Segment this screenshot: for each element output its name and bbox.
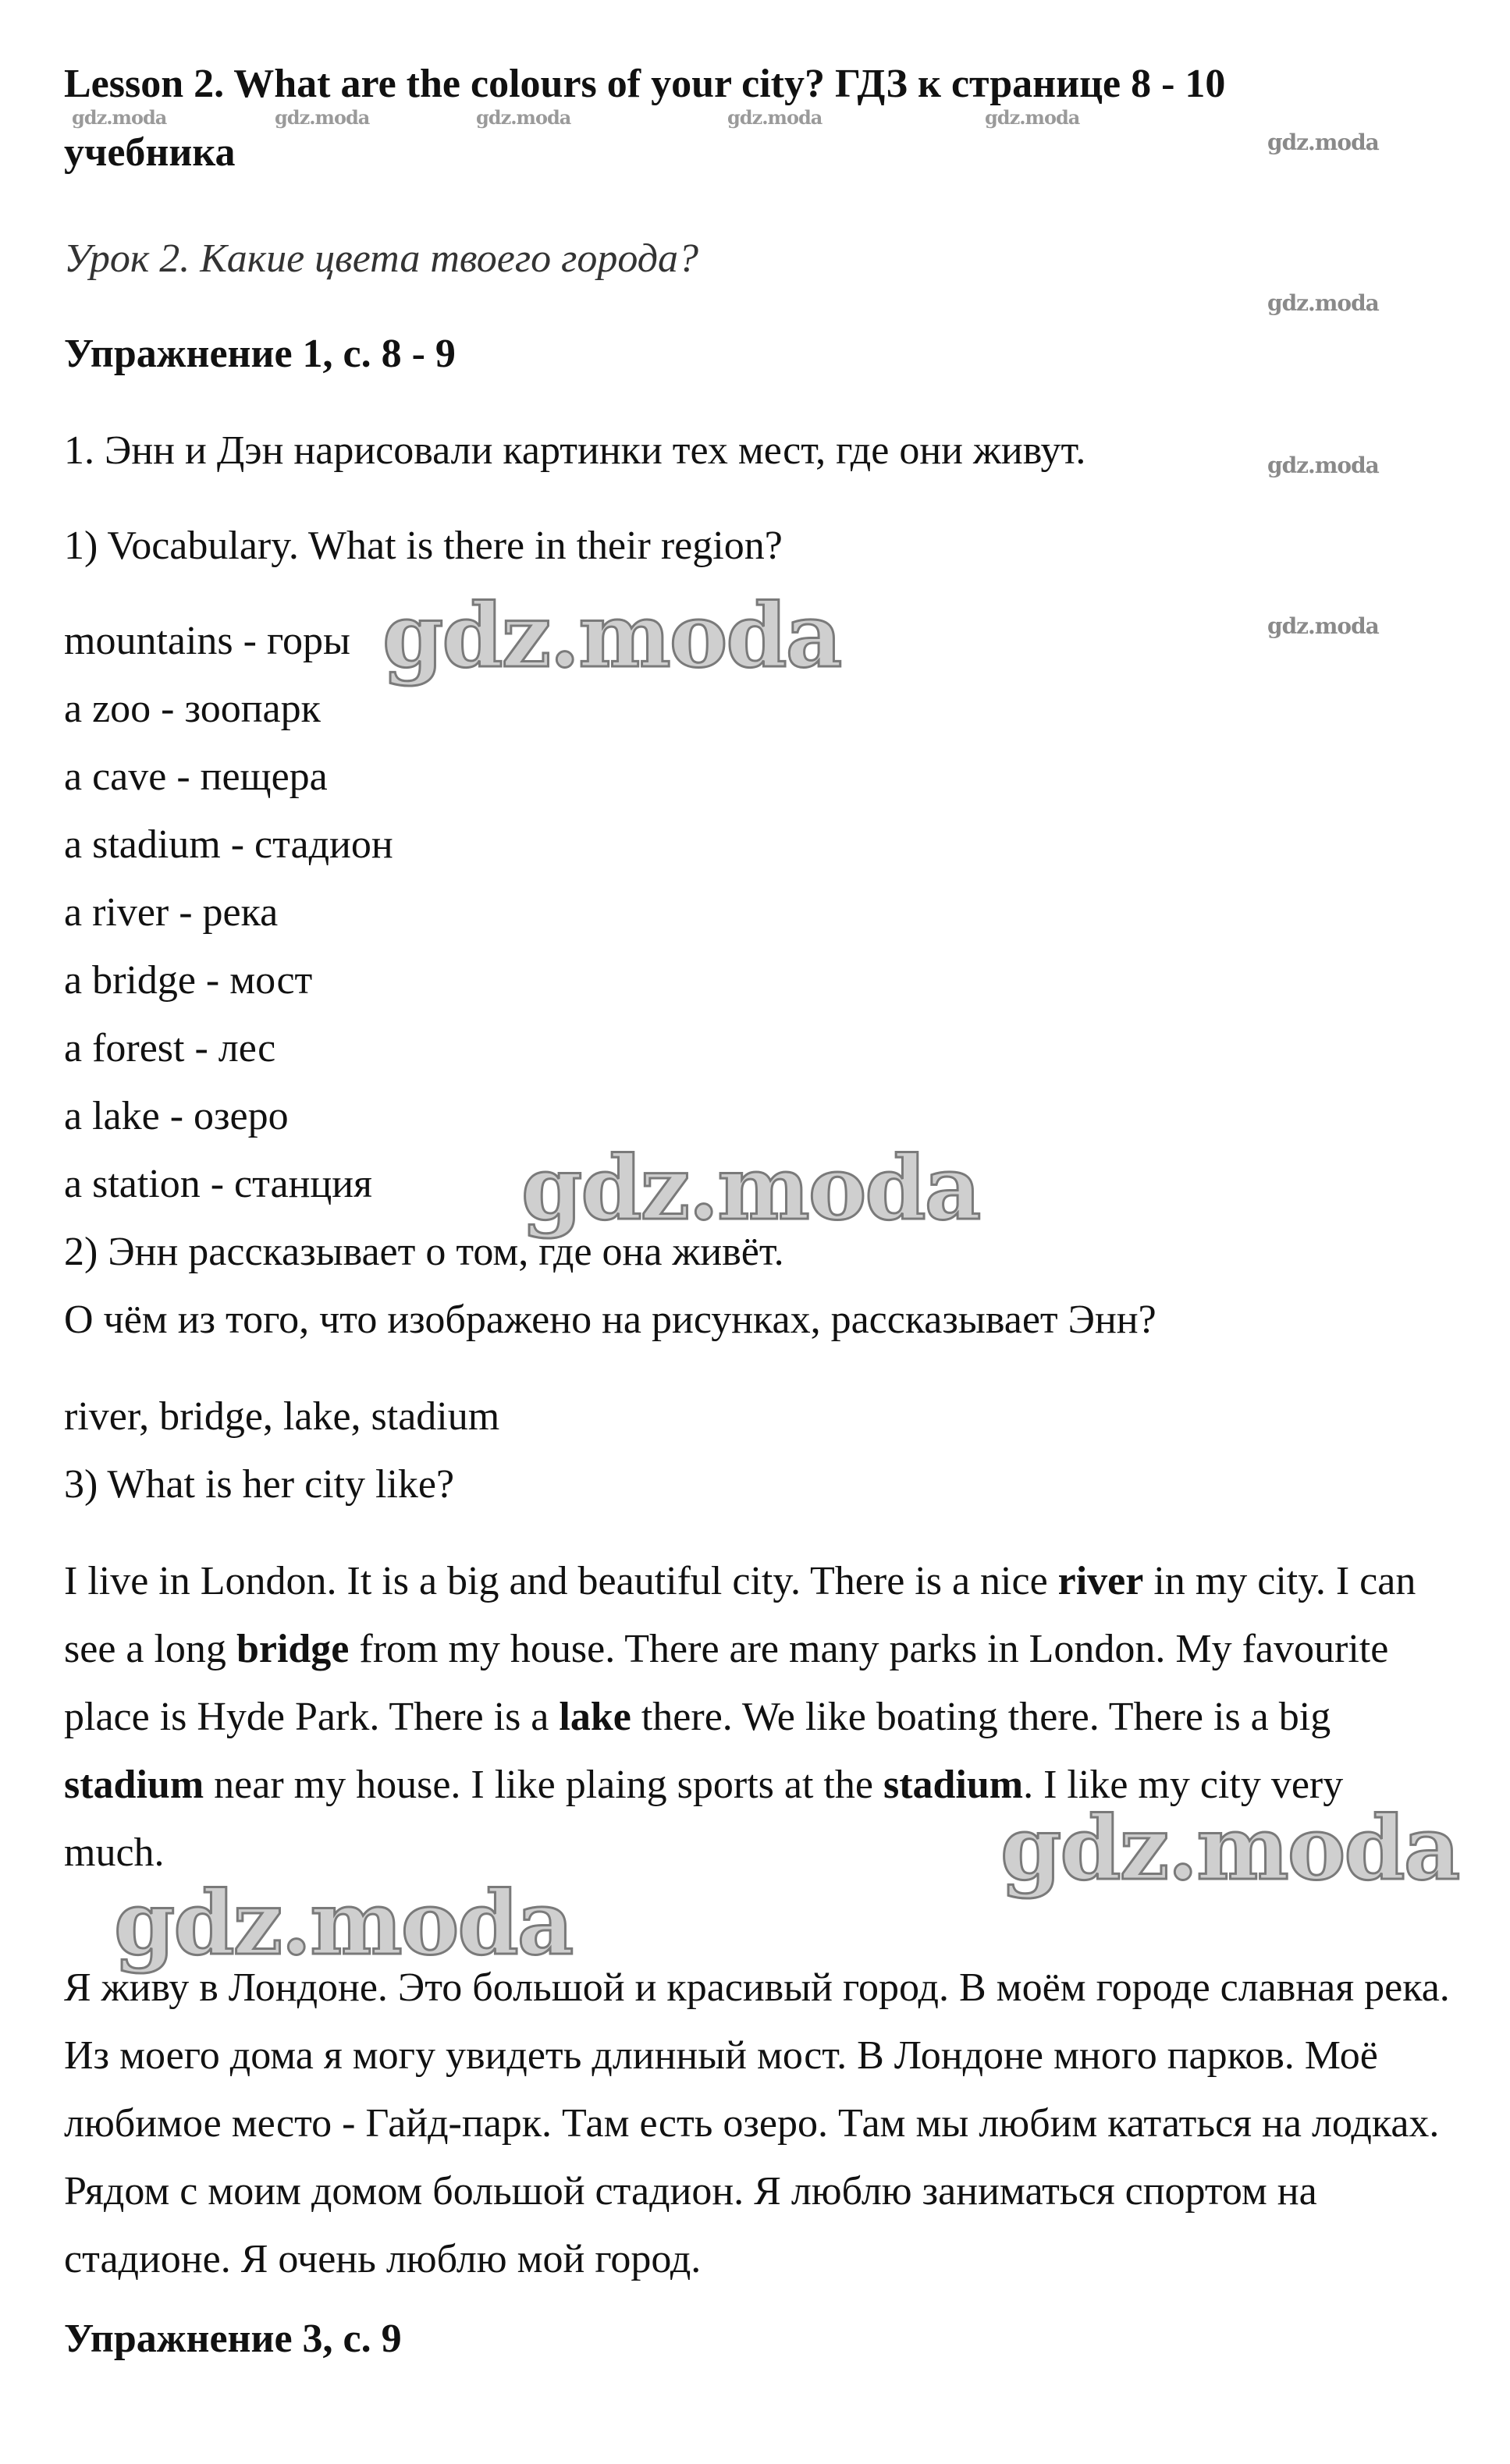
task2-question-continued: О чём из того, что изображено на рисунках, рассказывает Энн? xyxy=(64,1298,1156,1342)
vocabulary-item: a cave - пещера xyxy=(64,754,328,799)
russian-translation: Я живу в Лондоне. Это большой и красивый город. В моём городе славная река. Из моего дома я могу увидеть длинный мост. В Лондоне много парков. Моё любимое место - Гайд-парк. Там есть озеро. Там мы любим кататься на лодках. Рядом с моим домом большой стадион. Я люблю заниматься спортом на стадионе. Я очень люблю мой город. xyxy=(64,1965,1450,2281)
vocabulary-item: a river - река xyxy=(64,890,279,935)
english-text-part: in my city. I can see a long xyxy=(64,1559,1416,1671)
exercise1-intro: 1. Энн и Дэн нарисовали картинки тех мест, где они живут. xyxy=(64,428,1086,473)
english-text-part: I live in London. It is a big and beautiful city. There is a nice xyxy=(64,1559,1058,1603)
task2-answer: river, bridge, lake, stadium xyxy=(64,1394,500,1439)
watermark-small: gdz.moda xyxy=(72,106,167,129)
vocabulary-item: a zoo - зоопарк xyxy=(64,687,321,731)
task3-question: 3) What is her city like? xyxy=(64,1462,455,1507)
watermark-small: gdz.moda xyxy=(1267,130,1379,155)
vocabulary-item: a bridge - мост xyxy=(64,958,313,1003)
english-text-part: from my house. There are many parks in London. My favourite place is Hyde Park. There is a xyxy=(64,1627,1389,1739)
lesson-title: Lesson 2. What are the colours of your city? ГДЗ к странице 8 - 10 xyxy=(64,62,1226,106)
keyword-river: river xyxy=(1057,1559,1144,1603)
watermark-small: gdz.moda xyxy=(1267,290,1379,316)
watermark-large: gdz.moda xyxy=(114,1873,573,1975)
vocabulary-item: a station - станция xyxy=(64,1162,372,1206)
english-text-part: near my house. I like plaing sports at the xyxy=(204,1763,883,1807)
lesson-subtitle: Урок 2. Какие цвета твоего города? xyxy=(64,236,699,281)
english-text-part: . I like my city very much. xyxy=(64,1763,1344,1875)
exercise3-heading: Упражнение 3, с. 9 xyxy=(64,2317,402,2361)
watermark-large: gdz.moda xyxy=(1000,1798,1459,1900)
watermark-small: gdz.moda xyxy=(985,106,1080,129)
watermark-large: gdz.moda xyxy=(382,585,841,687)
watermark-small: gdz.moda xyxy=(1267,453,1379,478)
vocabulary-item: mountains - горы xyxy=(64,619,350,663)
lesson-title-continued: учебника xyxy=(64,130,236,175)
keyword-stadium: stadium xyxy=(64,1763,204,1807)
task1-question: 1) Vocabulary. What is there in their region? xyxy=(64,524,783,568)
exercise1-heading: Упражнение 1, с. 8 - 9 xyxy=(64,332,456,376)
watermark-small: gdz.moda xyxy=(275,106,370,129)
watermark-small: gdz.moda xyxy=(727,106,823,129)
keyword-stadium: stadium xyxy=(883,1763,1024,1807)
vocabulary-item: a stadium - стадион xyxy=(64,822,393,867)
keyword-bridge: bridge xyxy=(236,1627,350,1671)
task2-question: 2) Энн рассказывает о том, где она живёт. xyxy=(64,1230,784,1274)
watermark-small: gdz.moda xyxy=(476,106,571,129)
english-text-part: there. We like boating there. There is a big xyxy=(631,1695,1331,1739)
keyword-lake: lake xyxy=(559,1695,631,1739)
vocabulary-item: a lake - озеро xyxy=(64,1094,289,1138)
watermark-large: gdz.moda xyxy=(521,1138,980,1240)
watermark-small: gdz.moda xyxy=(1267,613,1379,639)
vocabulary-item: a forest - лес xyxy=(64,1026,276,1070)
